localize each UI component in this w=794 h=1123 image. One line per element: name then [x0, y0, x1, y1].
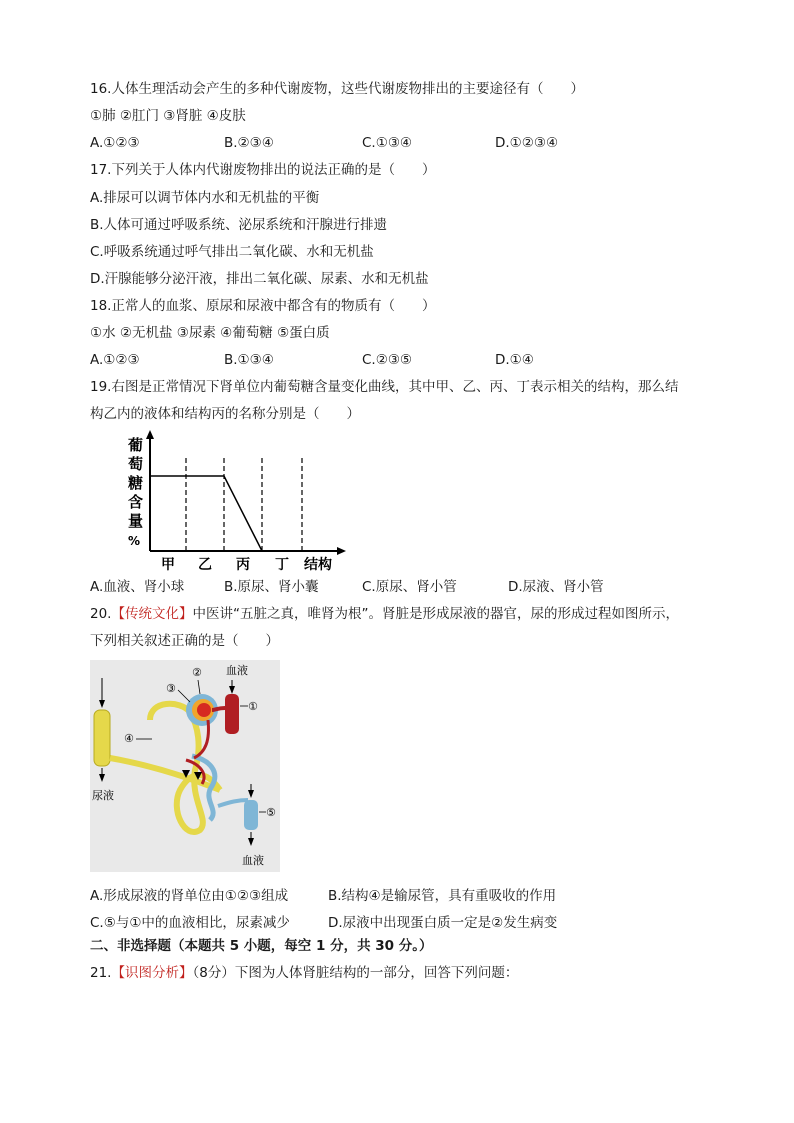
- q21-number: 21.: [90, 965, 112, 981]
- label-urine: 尿液: [92, 789, 114, 802]
- q20-number: 20.: [90, 606, 112, 622]
- q17-option-b[interactable]: B.人体可通过呼吸系统、泌尿系统和汗腺进行排遗: [90, 217, 388, 233]
- label-1: ①: [248, 700, 258, 713]
- q17-option-d[interactable]: D.汗腺能够分泌汗液，排出二氧化碳、尿素、水和无机盐: [90, 271, 429, 287]
- afferent-arteriole: [212, 708, 225, 710]
- q19-option-c[interactable]: C.原尿、肾小管: [362, 579, 457, 595]
- q16-option-c[interactable]: C.①③④: [362, 135, 413, 151]
- y-axis-label-char: %: [128, 534, 141, 548]
- q16-option-d[interactable]: D.①②③④: [495, 135, 559, 151]
- section-2-heading: 二、非选择题（本题共 5 小题，每空 1 分，共 30 分。）: [90, 938, 433, 954]
- q16-stem: 16.人体生理活动会产生的多种代谢废物，这些代谢废物排出的主要途径有（ ）: [90, 81, 584, 97]
- q18-option-c[interactable]: C.②③⑤: [362, 352, 413, 368]
- x-tick-label: 丙: [236, 557, 250, 573]
- q21-tag: 【识图分析】: [111, 965, 193, 981]
- q18-option-b[interactable]: B.①③④: [224, 352, 274, 368]
- q19-option-a[interactable]: A.血液、肾小球: [90, 579, 185, 595]
- collecting-duct: [94, 710, 110, 766]
- label-3: ③: [166, 682, 176, 695]
- q21-stem: [90, 964, 518, 982]
- q19-option-b[interactable]: B.原尿、肾小囊: [224, 579, 319, 595]
- y-axis-label-char: 糖: [128, 474, 144, 492]
- q18-stem: 18.正常人的血浆、原尿和尿液中都含有的物质有（ ）: [90, 298, 436, 314]
- q16-items: ①肺 ②肛门 ③肾脏 ④皮肤: [90, 108, 246, 124]
- q20-stem-line2: 下列相关叙述正确的是（ ）: [90, 633, 279, 649]
- q21-stem-text: （8分）下图为人体肾脏结构的一部分，回答下列问题：: [192, 965, 519, 981]
- y-axis-label-char: 量: [128, 512, 144, 530]
- x-tick-label: 甲: [161, 557, 175, 573]
- y-axis-label-char: 葡: [128, 436, 144, 454]
- q17-option-a[interactable]: A.排尿可以调节体内水和无机盐的平衡: [90, 190, 320, 206]
- q17-stem: 17.下列关于人体内代谢废物排出的说法正确的是（ ）: [90, 162, 436, 178]
- y-axis-label-char: 含: [128, 493, 144, 511]
- q17-option-c[interactable]: C.呼吸系统通过呼气排出二氧化碳、水和无机盐: [90, 244, 374, 260]
- q18-option-a[interactable]: A.①②③: [90, 352, 140, 368]
- q19-stem-line1: 19.右图是正常情况下肾单位内葡萄糖含量变化曲线，其中甲、乙、丙、丁表示相关的结构，那么结: [90, 379, 679, 395]
- q20-stem-line1: [90, 605, 679, 623]
- q16-option-a[interactable]: A.①②③: [90, 135, 140, 151]
- q19-stem-line2: 构乙内的液体和结构丙的名称分别是（ ）: [90, 406, 360, 422]
- glucose-chart: [122, 428, 350, 574]
- label-2: ②: [192, 666, 202, 679]
- label-blood-in: 血液: [226, 664, 248, 677]
- label-4: ④: [124, 732, 134, 745]
- y-axis-label-char: 萄: [128, 455, 144, 473]
- q20-option-c[interactable]: C.⑤与①中的血液相比，尿素减少: [90, 915, 290, 931]
- q20-option-a[interactable]: A.形成尿液的肾单位由①②③组成: [90, 888, 289, 904]
- urine-formation-figure: [90, 660, 280, 872]
- q20-option-d[interactable]: D.尿液中出现蛋白质一定是②发生病变: [328, 915, 558, 931]
- x-axis-label: 结构: [304, 557, 332, 573]
- q20-tag: 【传统文化】: [111, 606, 193, 622]
- q19-option-d[interactable]: D.尿液、肾小管: [508, 579, 604, 595]
- q20-stem-text: 中医讲“五脏之真，唯肾为根”。肾脏是形成尿液的器官，尿的形成过程如图所示，: [192, 606, 679, 622]
- x-tick-label: 丁: [275, 557, 289, 573]
- renal-artery: [225, 694, 239, 734]
- renal-vein: [244, 800, 258, 830]
- label-5: ⑤: [266, 806, 276, 819]
- label-blood-out: 血液: [242, 854, 264, 867]
- glomerulus: [197, 703, 211, 717]
- x-tick-label: 乙: [198, 557, 212, 573]
- q18-items: ①水 ②无机盐 ③尿素 ④葡萄糖 ⑤蛋白质: [90, 325, 330, 341]
- q20-option-b[interactable]: B.结构④是输尿管，具有重吸收的作用: [328, 888, 557, 904]
- q16-option-b[interactable]: B.②③④: [224, 135, 274, 151]
- q18-option-d[interactable]: D.①④: [495, 352, 534, 368]
